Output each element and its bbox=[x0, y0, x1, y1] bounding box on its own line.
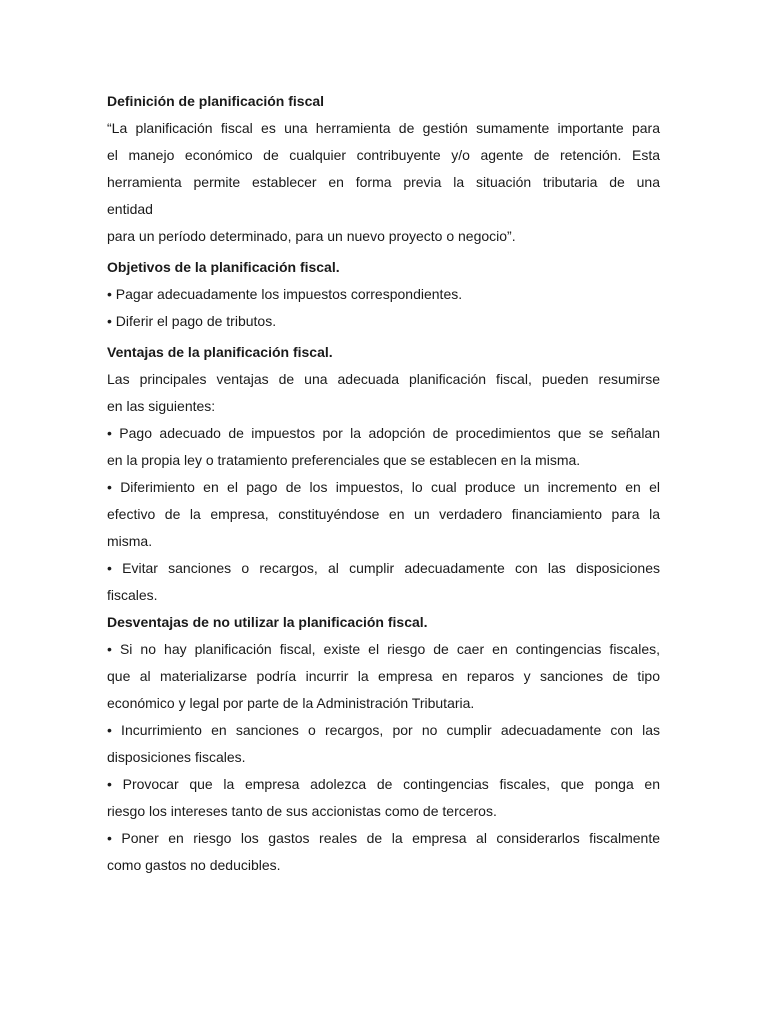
text-line: • Incurrimiento en sanciones o recargos, por no cumplir adecuadamente con las bbox=[107, 722, 660, 738]
section-heading: Objetivos de la planificación fiscal. bbox=[107, 259, 340, 275]
bullet-item bbox=[107, 308, 660, 335]
section-heading: Definición de planificación fiscal bbox=[107, 93, 325, 109]
paragraph bbox=[107, 115, 660, 250]
bullet-item bbox=[107, 717, 660, 771]
text-line: • Pago adecuado de impuestos por la adopción de procedimientos que se señalan bbox=[107, 425, 660, 441]
section-objetivos bbox=[107, 254, 660, 335]
text-line: económico y legal por parte de la Administración Tributaria. bbox=[107, 695, 475, 711]
bullet-item bbox=[107, 771, 660, 825]
bullet-item bbox=[107, 825, 660, 879]
text-line: • Pagar adecuadamente los impuestos correspondientes. bbox=[107, 286, 463, 302]
text-line: • Poner en riesgo los gastos reales de la empresa al considerarlos fiscalmente bbox=[107, 830, 660, 846]
text-line: Las principales ventajas de una adecuada planificación fiscal, pueden resumirse bbox=[107, 371, 660, 387]
text-line: disposiciones fiscales. bbox=[107, 749, 246, 765]
bullet-item bbox=[107, 420, 660, 474]
text-line: • Diferimiento en el pago de los impuestos, lo cual produce un incremento en el bbox=[107, 479, 660, 495]
section-heading: Ventajas de la planificación fiscal. bbox=[107, 344, 333, 360]
text-line: en las siguientes: bbox=[107, 398, 216, 414]
text-line: en la propia ley o tratamiento preferenciales que se establecen en la misma. bbox=[107, 452, 581, 468]
text-line: • Evitar sanciones o recargos, al cumplir adecuadamente con las disposiciones bbox=[107, 560, 660, 576]
text-line: entidad bbox=[107, 201, 153, 217]
text-line: misma. bbox=[107, 533, 153, 549]
text-line: herramienta permite establecer en forma previa la situación tributaria de una bbox=[107, 174, 660, 190]
text-line: • Provocar que la empresa adolezca de contingencias fiscales, que ponga en bbox=[107, 776, 660, 792]
bullet-item bbox=[107, 474, 660, 555]
bullet-item bbox=[107, 636, 660, 717]
text-line: • Diferir el pago de tributos. bbox=[107, 313, 277, 329]
section-heading: Desventajas de no utilizar la planificación fiscal. bbox=[107, 614, 428, 630]
text-line: • Si no hay planificación fiscal, existe el riesgo de caer en contingencias fiscales, bbox=[107, 641, 660, 657]
text-line: para un período determinado, para un nuevo proyecto o negocio”. bbox=[107, 228, 516, 244]
text-line: como gastos no deducibles. bbox=[107, 857, 281, 873]
section-definicion bbox=[107, 88, 660, 250]
paragraph bbox=[107, 366, 660, 420]
bullet-item bbox=[107, 555, 660, 609]
text-line: riesgo los intereses tanto de sus accionistas como de terceros. bbox=[107, 803, 497, 819]
section-ventajas bbox=[107, 339, 660, 609]
text-line: efectivo de la empresa, constituyéndose en un verdadero financiamiento para la bbox=[107, 506, 660, 522]
bullet-item bbox=[107, 281, 660, 308]
document-page bbox=[107, 88, 660, 879]
text-line: “La planificación fiscal es una herramienta de gestión sumamente importante para bbox=[107, 120, 660, 136]
text-line: el manejo económico de cualquier contribuyente y/o agente de retención. Esta bbox=[107, 147, 660, 163]
text-line: fiscales. bbox=[107, 587, 158, 603]
text-line: que al materializarse podría incurrir la empresa en reparos y sanciones de tipo bbox=[107, 668, 660, 684]
section-desventajas bbox=[107, 609, 660, 879]
